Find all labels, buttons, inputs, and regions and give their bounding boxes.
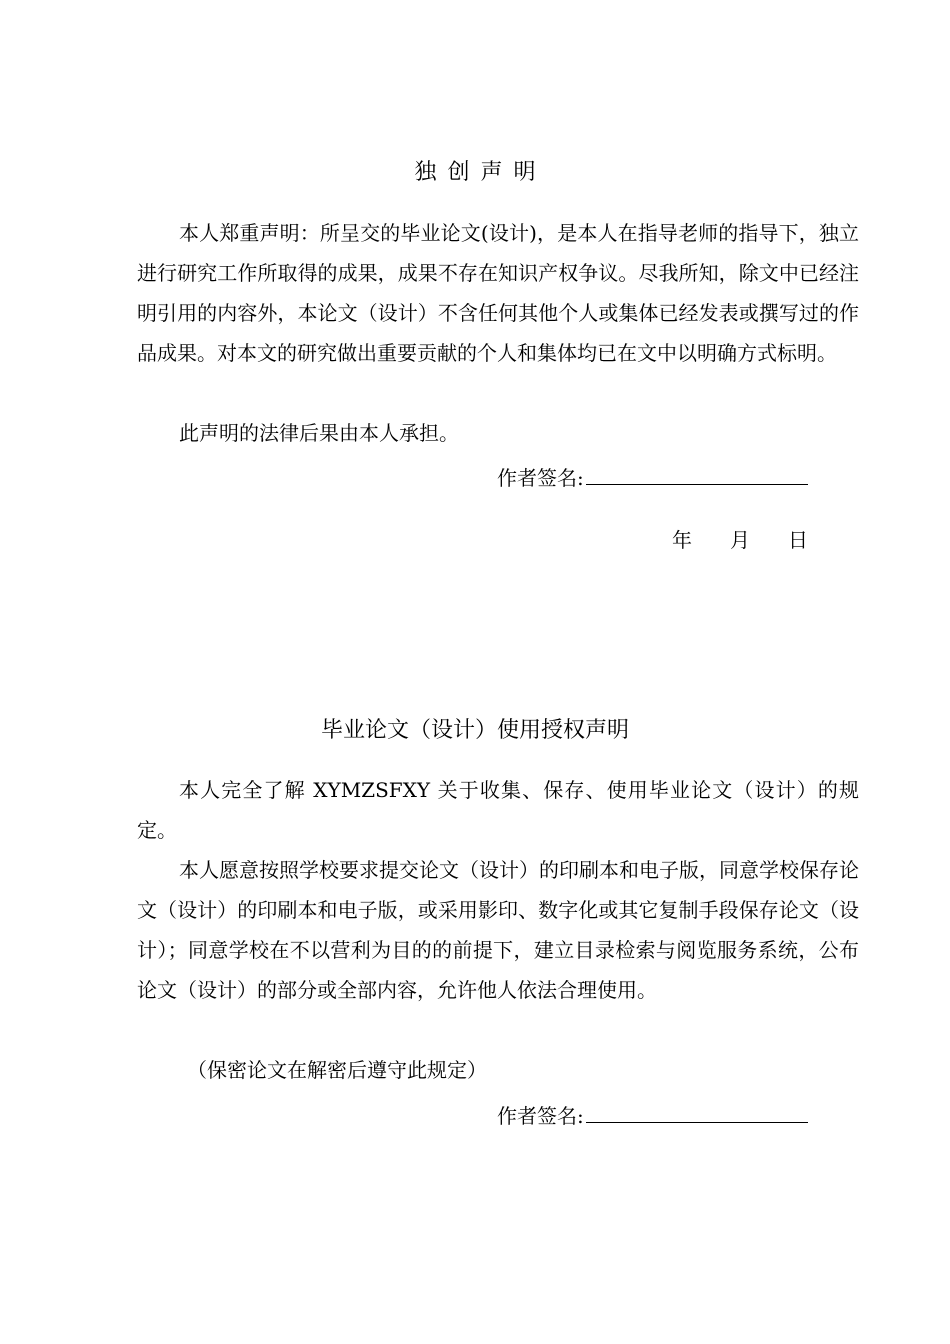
date-month: 月 bbox=[730, 528, 750, 552]
declaration-liability-paragraph: 此声明的法律后果由本人承担。 bbox=[179, 421, 459, 445]
declaration-date bbox=[672, 525, 808, 555]
date-day: 日 bbox=[788, 528, 808, 552]
authorization-signature bbox=[497, 1100, 808, 1131]
authorization-confidential-note: （保密论文在解密后遵守此规定） bbox=[187, 1058, 487, 1082]
authorization-title: 毕业论文（设计）使用授权声明 bbox=[320, 718, 629, 743]
authorization-paragraph-consent: 本人愿意按照学校要求提交论文（设计）的印刷本和电子版，同意学校保存论文（设计）的印刷本和电子版，或采用影印、数字化或其它复制手段保存论文（设计）；同意学校在不以营利为目的的前提下，建立目录检索与阅览服务系统，公布论文（设计）的部分或全部内容，允许他人依法合理使用。 bbox=[137, 858, 859, 1002]
declaration-title: 独创声明 bbox=[414, 160, 547, 185]
authorization-paragraph-understanding: 本人完全了解 XYMZSFXY 关于收集、保存、使用毕业论文（设计）的规定。 bbox=[137, 778, 859, 842]
declaration-paragraph: 本人郑重声明：所呈交的毕业论文(设计)，是本人在指导老师的指导下，独立进行研究工作所取得的成果，成果不存在知识产权争议。尽我所知，除文中已经注明引用的内容外，本论文（设计）不含任何其他个人或集体已经发表或撰写过的作品成果。对本文的研究做出重要贡献的个人和集体均已在文中以明确方式标明。 bbox=[137, 221, 859, 365]
signature-label: 作者签名: bbox=[497, 1104, 584, 1128]
signature-line bbox=[586, 1100, 808, 1123]
date-year: 年 bbox=[672, 528, 692, 552]
signature-line bbox=[586, 462, 808, 485]
declaration-signature bbox=[497, 462, 808, 493]
signature-label: 作者签名: bbox=[497, 466, 584, 490]
